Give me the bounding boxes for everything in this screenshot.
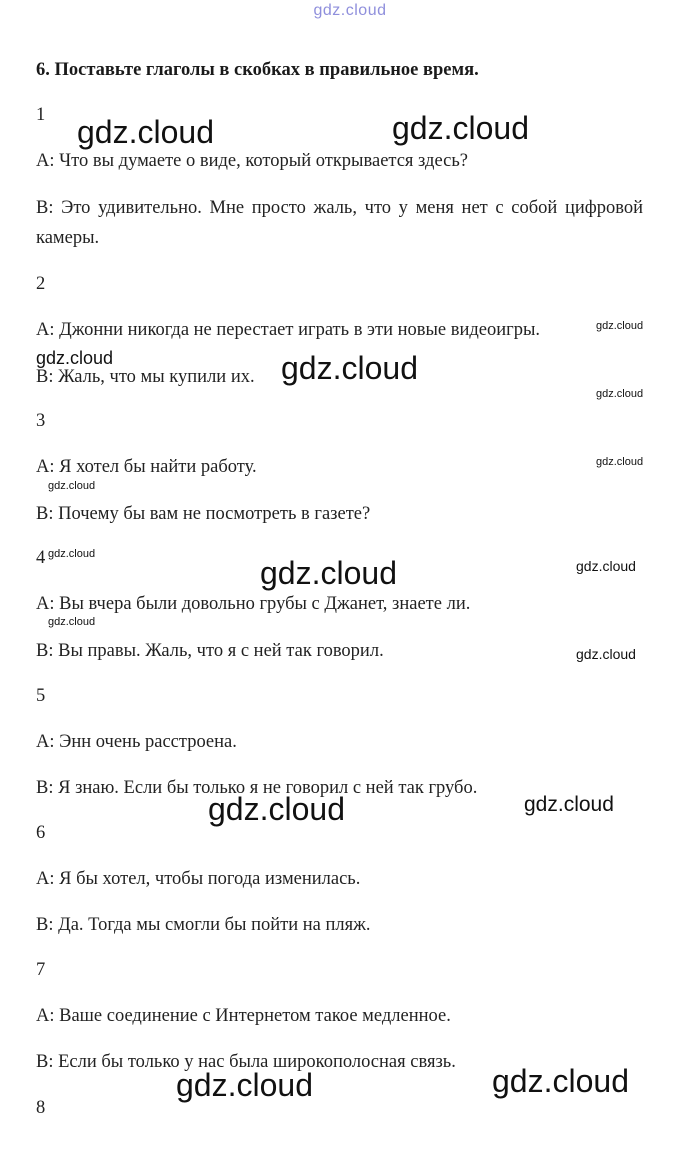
watermark: gdz.cloud [260, 555, 397, 591]
item-number: 7 [36, 960, 46, 980]
dialogue-line-b: B: Вы правы. Жаль, что я с ней так говорил. [36, 641, 384, 661]
dialogue-line-a: A: Ваше соединение с Интернетом такое медленное. [36, 1006, 451, 1026]
watermark: gdz.cloud [492, 1063, 629, 1099]
watermark: gdz.cloud [281, 350, 418, 386]
dialogue-line-a: A: Я бы хотел, чтобы погода изменилась. [36, 869, 361, 889]
watermark: gdz.cloud [48, 616, 96, 628]
exercise-heading: 6. Поставьте глаголы в скобках в правильное время. [36, 60, 479, 80]
watermark: gdz.cloud [176, 1067, 313, 1103]
item-number: 6 [36, 823, 46, 843]
item-number: 4 [36, 548, 46, 568]
dialogue-line-b: B: Я знаю. Если бы только я не говорил с ней так грубо. [36, 778, 478, 798]
dialogue-line-b: B: Да. Тогда мы смогли бы пойти на пляж. [36, 915, 371, 935]
watermark: gdz.cloud [48, 548, 96, 560]
dialogue-line-a: A: Джонни никогда не перестает играть в эти новые видеоигры. [36, 320, 541, 340]
watermark: gdz.cloud [576, 646, 636, 662]
watermark: gdz.cloud [596, 456, 644, 468]
item-number: 3 [36, 411, 46, 431]
dialogue-line-b: B: Если бы только у нас была широкополосная связь. [36, 1052, 456, 1072]
watermark: gdz.cloud [596, 320, 644, 332]
watermark: gdz.cloud [77, 114, 214, 150]
item-number: 2 [36, 274, 46, 294]
dialogue-line-b: B: Жаль, что мы купили их. [36, 367, 255, 387]
watermark: gdz.cloud [208, 791, 345, 827]
watermark: gdz.cloud [596, 388, 644, 400]
item-number: 1 [36, 105, 46, 125]
dialogue-line-a: A: Вы вчера были довольно грубы с Джанет, знаете ли. [36, 594, 471, 614]
dialogue-line-a: A: Что вы думаете о виде, который открывается здесь? [36, 151, 468, 171]
watermark: gdz.cloud [524, 793, 614, 816]
dialogue-line-b: B: Почему бы вам не посмотреть в газете? [36, 504, 371, 524]
item-number: 5 [36, 686, 46, 706]
top-watermark: gdz.cloud [313, 2, 387, 19]
dialogue-line-a: A: Я хотел бы найти работу. [36, 457, 257, 477]
dialogue-line-a: A: Энн очень расстроена. [36, 732, 237, 752]
watermark: gdz.cloud [392, 110, 529, 146]
dialogue-line-b: B: Это удивительно. Мне просто жаль, что у меня нет с собой цифровой камеры. [36, 198, 643, 248]
item-number: 8 [36, 1098, 46, 1118]
watermark: gdz.cloud [576, 558, 636, 574]
watermark: gdz.cloud [48, 480, 96, 492]
watermark: gdz.cloud [36, 348, 114, 368]
